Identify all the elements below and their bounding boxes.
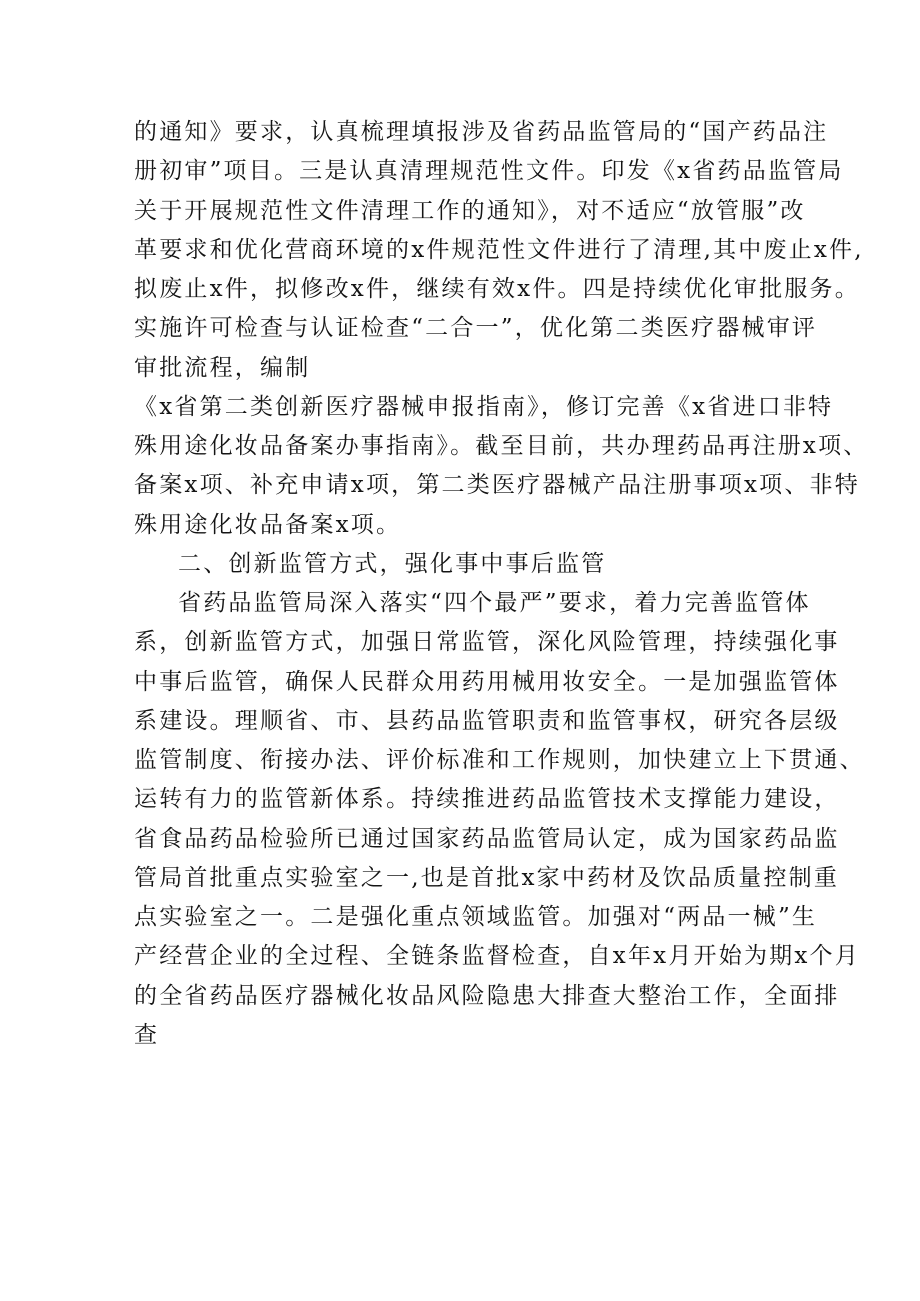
text-line-5: 拟废止x件，拟修改x件，继续有效x件。四是持续优化审批服务。	[134, 276, 860, 302]
text-line-19: 省食品药品检验所已通过国家药品监管局认定，成为国家药品监	[134, 826, 840, 852]
text-line-6: 实施许可检查与认证检查“二合一”，优化第二类医疗器械审评	[134, 315, 818, 341]
text-line-16: 系建设。理顺省、市、县药品监管职责和监管事权，研究各层级	[134, 708, 840, 734]
text-line-10: 备案x项、补充申请x项，第二类医疗器械产品注册事项x项、非特	[134, 472, 860, 498]
text-line-3: 关于开展规范性文件清理工作的通知》，对不适应“放管服”改	[134, 198, 806, 224]
text-line-1: 的通知》要求，认真梳理填报涉及省药品监管局的“国产药品注	[134, 119, 829, 145]
text-line-15: 中事后监管，确保人民群众用药用械用妆安全。一是加强监管体	[134, 669, 840, 695]
text-line-23: 的全省药品医疗器械化妆品风险隐患大排查大整治工作，全面排	[134, 983, 840, 1009]
text-line-24: 查	[134, 1022, 160, 1048]
text-line-11: 殊用途化妆品备案x项。	[134, 512, 402, 538]
text-line-13: 省药品监管局深入落实“四个最严”要求，着力完善监管体	[178, 590, 811, 616]
text-line-9: 殊用途化妆品备案办事指南》。截至目前，共办理药品再注册x项、	[134, 433, 869, 459]
text-line-4: 革要求和优化营商环境的x件规范性文件进行了清理,其中废止x件,	[134, 237, 864, 263]
text-line-20: 管局首批重点实验室之一,也是首批x家中药材及饮品质量控制重	[134, 865, 840, 891]
text-line-2: 册初审”项目。三是认真清理规范性文件。印发《x省药品监管局	[134, 158, 844, 184]
text-line-22: 产经营企业的全过程、全链条监督检查，自x年x月开始为期x个月	[134, 943, 860, 969]
text-line-21: 点实验室之一。二是强化重点领域监管。加强对“两品一械”生	[134, 904, 818, 930]
text-line-8: 《x省第二类创新医疗器械申报指南》，修订完善《x省进口非特	[134, 394, 834, 420]
text-line-7: 审批流程，编制	[134, 355, 311, 381]
text-line-18: 运转有力的监管新体系。持续推进药品监管技术支撑能力建设，	[134, 786, 840, 812]
text-line-14: 系，创新监管方式，加强日常监管，深化风险管理，持续强化事	[134, 629, 840, 655]
section-heading: 二、创新监管方式，强化事中事后监管	[178, 551, 607, 577]
text-line-17: 监管制度、衔接办法、评价标准和工作规则，加快建立上下贯通、	[134, 747, 865, 773]
